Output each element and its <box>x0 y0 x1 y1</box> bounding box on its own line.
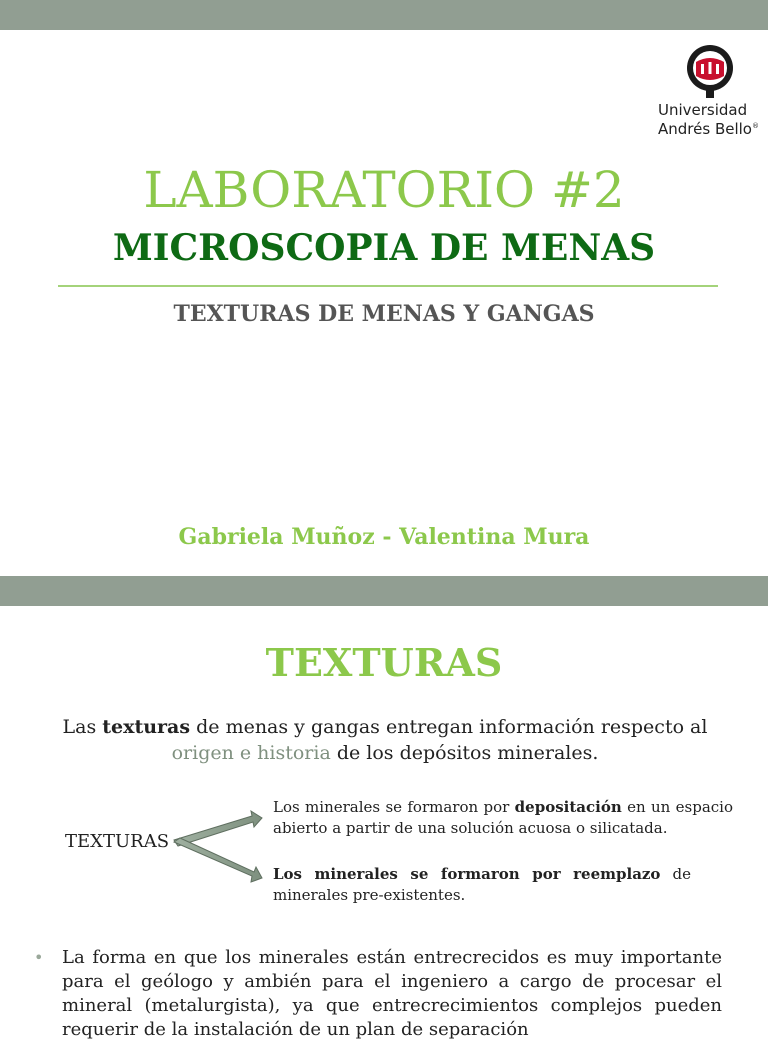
branch-replacement <box>273 864 691 906</box>
intro-bold-term: texturas <box>102 716 191 738</box>
section-heading: TEXTURAS <box>265 640 503 685</box>
logo-line-1: Universidad <box>658 101 748 119</box>
branch-1-text-1: Los minerales se formaron por <box>273 798 515 816</box>
logo-line-2-text: Andrés Bello <box>658 120 752 138</box>
branch-2-bold: Los minerales se formaron por reemplazo <box>273 865 661 883</box>
branch-1-bold: depositación <box>514 798 622 816</box>
intro-text-3: de los depósitos minerales. <box>330 742 599 764</box>
diagram-root-label: TEXTURAS <box>65 831 170 852</box>
slide-caption: TEXTURAS DE MENAS Y GANGAS <box>173 301 595 327</box>
bullet-paragraph: La forma en que los minerales están entrecrecidos es muy importante para el geólogo y ambién para el ingeniero a cargo de procesar el mineral (metalurgista), ya que entrecrecimientos complejos pueden requerir de la instalación de un plan de separación <box>62 947 722 1040</box>
intro-highlight: origen e historia <box>171 742 331 764</box>
logo-wordmark <box>658 102 768 137</box>
branch-2-text: de minerales pre-existentes. <box>273 865 691 904</box>
registered-mark: ® <box>751 122 759 130</box>
intro-text-1: Las <box>62 716 103 738</box>
intro-paragraph <box>40 714 730 766</box>
authors: Gabriela Muñoz - Valentina Mura <box>178 524 590 550</box>
branch-deposition <box>273 797 733 839</box>
slide-subtitle: MICROSCOPIA DE MENAS <box>112 227 656 269</box>
branch-arrows-icon <box>168 806 268 886</box>
intro-text-2: de menas y gangas entregan información respecto al <box>190 716 708 738</box>
branch-1-text-2: en un espacio abierto a partir de una solución acuosa o silicatada. <box>273 798 734 837</box>
top-band <box>0 0 768 30</box>
title-divider <box>58 285 718 287</box>
university-crest-icon <box>684 40 736 100</box>
bullet-icon: • <box>34 948 44 967</box>
university-logo <box>650 38 768 138</box>
slide-title: LABORATORIO #2 <box>143 161 625 219</box>
slide-separator-band <box>0 576 768 606</box>
logo-line-2 <box>658 118 768 137</box>
